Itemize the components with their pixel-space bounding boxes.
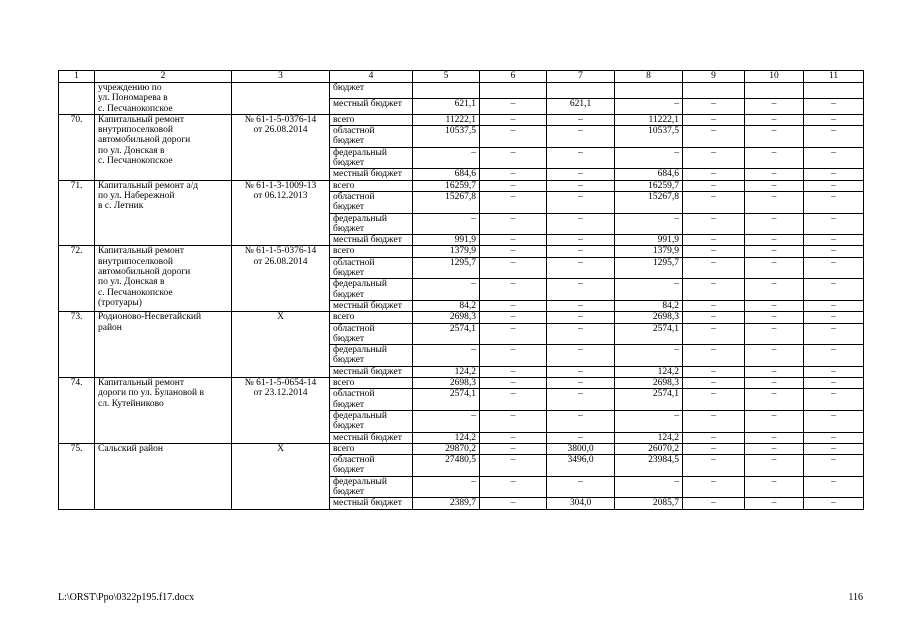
column-number: 2 bbox=[95, 71, 232, 83]
amount-cell: 2574,1 bbox=[615, 389, 683, 411]
amount-cell: – bbox=[547, 410, 615, 432]
amount-cell: – bbox=[683, 498, 745, 509]
amount-cell: – bbox=[745, 126, 804, 148]
amount-cell: – bbox=[480, 345, 547, 367]
amount-cell: – bbox=[683, 432, 745, 443]
budget-type: местный бюджет bbox=[330, 498, 413, 509]
amount-cell: – bbox=[480, 169, 547, 180]
amount-cell: 124,2 bbox=[413, 366, 480, 377]
amount-cell: – bbox=[480, 323, 547, 345]
budget-type: местный бюджет bbox=[330, 432, 413, 443]
amount-cell: – bbox=[745, 410, 804, 432]
amount-cell: – bbox=[547, 389, 615, 411]
table-row bbox=[59, 114, 864, 125]
amount-cell: 15267,8 bbox=[615, 191, 683, 213]
document-filename: L:\ORST\Ppo\0322p195.f17.docx bbox=[58, 592, 195, 603]
amount-cell: – bbox=[804, 213, 864, 235]
amount-cell: – bbox=[804, 191, 864, 213]
amount-cell: – bbox=[547, 235, 615, 246]
column-number: 5 bbox=[413, 71, 480, 83]
amount-cell: – bbox=[745, 147, 804, 169]
amount-cell: – bbox=[745, 345, 804, 367]
amount-cell: – bbox=[547, 323, 615, 345]
budget-type: местный бюджет bbox=[330, 300, 413, 311]
budget-type: областной бюджет bbox=[330, 455, 413, 477]
amount-cell: 10537,5 bbox=[413, 126, 480, 148]
amount-cell: – bbox=[683, 389, 745, 411]
amount-cell: 1295,7 bbox=[413, 257, 480, 279]
column-number: 11 bbox=[804, 71, 864, 83]
amount-cell: – bbox=[413, 476, 480, 498]
budget-type: областной бюджет bbox=[330, 126, 413, 148]
amount-cell bbox=[413, 83, 480, 99]
budget-type: областной бюджет bbox=[330, 323, 413, 345]
amount-cell: – bbox=[480, 279, 547, 301]
amount-cell: – bbox=[413, 410, 480, 432]
amount-cell: – bbox=[413, 147, 480, 169]
amount-cell: 684,6 bbox=[413, 169, 480, 180]
amount-cell: – bbox=[804, 498, 864, 509]
amount-cell: 684,6 bbox=[615, 169, 683, 180]
amount-cell: – bbox=[804, 180, 864, 191]
amount-cell: – bbox=[745, 191, 804, 213]
amount-cell: – bbox=[615, 410, 683, 432]
amount-cell: – bbox=[547, 257, 615, 279]
budget-type: местный бюджет bbox=[330, 169, 413, 180]
amount-cell: 2574,1 bbox=[413, 323, 480, 345]
amount-cell: 2574,1 bbox=[615, 323, 683, 345]
amount-cell bbox=[683, 83, 745, 99]
amount-cell: – bbox=[804, 389, 864, 411]
column-number: 6 bbox=[480, 71, 547, 83]
amount-cell: – bbox=[480, 300, 547, 311]
amount-cell: – bbox=[804, 366, 864, 377]
amount-cell: – bbox=[683, 443, 745, 454]
amount-cell: – bbox=[480, 126, 547, 148]
amount-cell: – bbox=[615, 98, 683, 114]
amount-cell: 124,2 bbox=[615, 366, 683, 377]
table-row bbox=[59, 312, 864, 323]
row-number: 73. bbox=[59, 312, 95, 378]
amount-cell: 11222,1 bbox=[413, 114, 480, 125]
amount-cell: – bbox=[745, 432, 804, 443]
amount-cell: – bbox=[804, 114, 864, 125]
row-number: 72. bbox=[59, 246, 95, 312]
amount-cell: – bbox=[683, 279, 745, 301]
amount-cell: – bbox=[745, 180, 804, 191]
amount-cell: – bbox=[480, 476, 547, 498]
budget-type: местный бюджет bbox=[330, 366, 413, 377]
amount-cell: – bbox=[413, 213, 480, 235]
amount-cell: – bbox=[683, 312, 745, 323]
amount-cell: 2698,3 bbox=[615, 378, 683, 389]
budget-type: всего bbox=[330, 312, 413, 323]
amount-cell: – bbox=[745, 323, 804, 345]
amount-cell: – bbox=[745, 235, 804, 246]
amount-cell bbox=[804, 83, 864, 99]
amount-cell: – bbox=[683, 246, 745, 257]
amount-cell: – bbox=[745, 498, 804, 509]
amount-cell: 3800,0 bbox=[547, 443, 615, 454]
amount-cell: 26070,2 bbox=[615, 443, 683, 454]
amount-cell: – bbox=[480, 235, 547, 246]
table-row bbox=[59, 378, 864, 389]
column-number: 1 bbox=[59, 71, 95, 83]
amount-cell: – bbox=[804, 279, 864, 301]
amount-cell: – bbox=[804, 443, 864, 454]
amount-cell: – bbox=[683, 213, 745, 235]
amount-cell: – bbox=[745, 476, 804, 498]
amount-cell: – bbox=[683, 300, 745, 311]
permit-number: № 61-1-5-0654-14 от 23.12.2014 bbox=[232, 378, 330, 444]
amount-cell: 304,0 bbox=[547, 498, 615, 509]
budget-type: всего bbox=[330, 246, 413, 257]
amount-cell: – bbox=[745, 389, 804, 411]
amount-cell: – bbox=[547, 114, 615, 125]
object-name: Сальский район bbox=[95, 443, 232, 509]
amount-cell: 2085,7 bbox=[615, 498, 683, 509]
budget-type: областной бюджет bbox=[330, 389, 413, 411]
amount-cell: – bbox=[480, 410, 547, 432]
amount-cell: 1379,9 bbox=[615, 246, 683, 257]
amount-cell: – bbox=[480, 443, 547, 454]
amount-cell: 29870,2 bbox=[413, 443, 480, 454]
column-number: 9 bbox=[683, 71, 745, 83]
budget-type: федеральный бюджет bbox=[330, 279, 413, 301]
table-row bbox=[59, 83, 864, 99]
amount-cell: – bbox=[480, 389, 547, 411]
amount-cell: – bbox=[804, 312, 864, 323]
table-row bbox=[59, 443, 864, 454]
amount-cell: – bbox=[683, 169, 745, 180]
amount-cell: – bbox=[615, 345, 683, 367]
permit-number bbox=[232, 83, 330, 115]
amount-cell: – bbox=[745, 366, 804, 377]
amount-cell: – bbox=[615, 213, 683, 235]
amount-cell: – bbox=[547, 312, 615, 323]
amount-cell: – bbox=[615, 147, 683, 169]
amount-cell: – bbox=[480, 246, 547, 257]
amount-cell: – bbox=[547, 169, 615, 180]
object-name: Капитальный ремонт внутрипоселковой автомобильной дороги по ул. Донская в с. Песчанокопское (тротуары) bbox=[95, 246, 232, 312]
amount-cell: – bbox=[547, 180, 615, 191]
column-number: 3 bbox=[232, 71, 330, 83]
amount-cell: – bbox=[547, 246, 615, 257]
amount-cell: – bbox=[547, 279, 615, 301]
amount-cell bbox=[547, 83, 615, 99]
budget-type: областной бюджет bbox=[330, 257, 413, 279]
budget-type: областной бюджет bbox=[330, 191, 413, 213]
amount-cell: – bbox=[683, 366, 745, 377]
amount-cell: – bbox=[683, 114, 745, 125]
budget-type: федеральный бюджет bbox=[330, 147, 413, 169]
amount-cell: – bbox=[413, 345, 480, 367]
amount-cell: 2698,3 bbox=[413, 312, 480, 323]
row-number: 70. bbox=[59, 114, 95, 180]
object-name: Капитальный ремонт дороги по ул. Булановой в сл. Кутейниково bbox=[95, 378, 232, 444]
amount-cell: – bbox=[547, 432, 615, 443]
amount-cell: – bbox=[683, 455, 745, 477]
amount-cell: – bbox=[804, 300, 864, 311]
amount-cell: – bbox=[480, 366, 547, 377]
amount-cell: – bbox=[804, 323, 864, 345]
permit-number: № 61-1-5-0376-14 от 26.08.2014 bbox=[232, 114, 330, 180]
budget-type: федеральный бюджет bbox=[330, 345, 413, 367]
amount-cell: – bbox=[683, 126, 745, 148]
amount-cell: – bbox=[480, 114, 547, 125]
amount-cell: – bbox=[547, 147, 615, 169]
page-number: 116 bbox=[848, 592, 863, 603]
amount-cell: – bbox=[804, 246, 864, 257]
amount-cell: – bbox=[413, 279, 480, 301]
amount-cell: – bbox=[804, 455, 864, 477]
amount-cell: – bbox=[547, 345, 615, 367]
amount-cell: – bbox=[745, 300, 804, 311]
amount-cell: – bbox=[804, 235, 864, 246]
budget-type: всего bbox=[330, 443, 413, 454]
budget-table bbox=[58, 70, 864, 510]
amount-cell: 621,1 bbox=[547, 98, 615, 114]
amount-cell: – bbox=[480, 98, 547, 114]
amount-cell: 16259,7 bbox=[413, 180, 480, 191]
amount-cell: – bbox=[480, 147, 547, 169]
object-name: Капитальный ремонт внутрипоселковой автомобильной дороги по ул. Донская в с. Песчанокопское bbox=[95, 114, 232, 180]
amount-cell bbox=[745, 83, 804, 99]
budget-type: бюджет bbox=[330, 83, 413, 99]
amount-cell: 3496,0 bbox=[547, 455, 615, 477]
amount-cell: 11222,1 bbox=[615, 114, 683, 125]
amount-cell: 124,2 bbox=[413, 432, 480, 443]
amount-cell: – bbox=[745, 213, 804, 235]
permit-number: Х bbox=[232, 312, 330, 378]
amount-cell: 621,1 bbox=[413, 98, 480, 114]
amount-cell: – bbox=[804, 147, 864, 169]
amount-cell: – bbox=[547, 191, 615, 213]
amount-cell: 2389,7 bbox=[413, 498, 480, 509]
amount-cell: – bbox=[683, 476, 745, 498]
amount-cell: – bbox=[745, 114, 804, 125]
budget-type: федеральный бюджет bbox=[330, 476, 413, 498]
amount-cell: – bbox=[804, 98, 864, 114]
amount-cell: – bbox=[804, 378, 864, 389]
amount-cell: 991,9 bbox=[413, 235, 480, 246]
amount-cell: – bbox=[683, 98, 745, 114]
amount-cell bbox=[480, 83, 547, 99]
amount-cell: – bbox=[745, 279, 804, 301]
object-name: Родионово-Несветайский район bbox=[95, 312, 232, 378]
amount-cell: – bbox=[804, 345, 864, 367]
budget-type: федеральный бюджет bbox=[330, 213, 413, 235]
amount-cell: 124,2 bbox=[615, 432, 683, 443]
budget-type: местный бюджет bbox=[330, 235, 413, 246]
amount-cell: – bbox=[480, 191, 547, 213]
amount-cell: 1295,7 bbox=[615, 257, 683, 279]
amount-cell: 27480,5 bbox=[413, 455, 480, 477]
amount-cell bbox=[615, 83, 683, 99]
amount-cell: – bbox=[615, 476, 683, 498]
amount-cell: – bbox=[683, 410, 745, 432]
object-name: учреждению по ул. Пономарева в с. Песчанокопское bbox=[95, 83, 232, 115]
budget-type: всего bbox=[330, 180, 413, 191]
row-number bbox=[59, 83, 95, 115]
amount-cell: – bbox=[683, 180, 745, 191]
amount-cell: – bbox=[745, 98, 804, 114]
amount-cell: 2698,3 bbox=[615, 312, 683, 323]
amount-cell: – bbox=[547, 126, 615, 148]
amount-cell: 1379,9 bbox=[413, 246, 480, 257]
amount-cell: – bbox=[745, 246, 804, 257]
row-number: 74. bbox=[59, 378, 95, 444]
amount-cell: – bbox=[745, 443, 804, 454]
amount-cell: 991,9 bbox=[615, 235, 683, 246]
amount-cell: – bbox=[683, 147, 745, 169]
amount-cell: – bbox=[683, 323, 745, 345]
amount-cell: – bbox=[804, 432, 864, 443]
amount-cell: – bbox=[480, 257, 547, 279]
amount-cell: – bbox=[615, 279, 683, 301]
amount-cell: – bbox=[804, 257, 864, 279]
amount-cell: – bbox=[745, 378, 804, 389]
amount-cell: – bbox=[683, 378, 745, 389]
amount-cell: – bbox=[683, 345, 745, 367]
amount-cell: 23984,5 bbox=[615, 455, 683, 477]
table-row bbox=[59, 180, 864, 191]
amount-cell: – bbox=[745, 169, 804, 180]
amount-cell: 10537,5 bbox=[615, 126, 683, 148]
amount-cell: – bbox=[547, 476, 615, 498]
amount-cell: – bbox=[683, 235, 745, 246]
amount-cell: – bbox=[804, 169, 864, 180]
column-number: 7 bbox=[547, 71, 615, 83]
amount-cell: – bbox=[804, 410, 864, 432]
amount-cell: 2698,3 bbox=[413, 378, 480, 389]
amount-cell: – bbox=[745, 455, 804, 477]
budget-type: федеральный бюджет bbox=[330, 410, 413, 432]
column-number: 4 bbox=[330, 71, 413, 83]
object-name: Капитальный ремонт а/д по ул. Набережной в с. Летник bbox=[95, 180, 232, 246]
amount-cell: – bbox=[480, 498, 547, 509]
amount-cell: – bbox=[480, 213, 547, 235]
amount-cell: – bbox=[480, 455, 547, 477]
row-number: 75. bbox=[59, 443, 95, 509]
permit-number: № 61-1-3-1009-13 от 06.12.2013 bbox=[232, 180, 330, 246]
amount-cell: – bbox=[547, 213, 615, 235]
amount-cell: 16259,7 bbox=[615, 180, 683, 191]
amount-cell: – bbox=[804, 126, 864, 148]
budget-type: всего bbox=[330, 114, 413, 125]
permit-number: Х bbox=[232, 443, 330, 509]
amount-cell: 84,2 bbox=[413, 300, 480, 311]
amount-cell: – bbox=[480, 312, 547, 323]
header-row bbox=[59, 71, 864, 83]
amount-cell: – bbox=[547, 300, 615, 311]
amount-cell: – bbox=[683, 257, 745, 279]
amount-cell: – bbox=[547, 366, 615, 377]
amount-cell: 15267,8 bbox=[413, 191, 480, 213]
amount-cell: – bbox=[745, 312, 804, 323]
amount-cell: 84,2 bbox=[615, 300, 683, 311]
amount-cell: – bbox=[480, 180, 547, 191]
amount-cell: – bbox=[804, 476, 864, 498]
amount-cell: – bbox=[683, 191, 745, 213]
amount-cell: – bbox=[480, 432, 547, 443]
row-number: 71. bbox=[59, 180, 95, 246]
amount-cell: – bbox=[480, 378, 547, 389]
amount-cell: 2574,1 bbox=[413, 389, 480, 411]
table-row bbox=[59, 246, 864, 257]
amount-cell: – bbox=[745, 257, 804, 279]
column-number: 10 bbox=[745, 71, 804, 83]
budget-type: местный бюджет bbox=[330, 98, 413, 114]
permit-number: № 61-1-5-0376-14 от 26.08.2014 bbox=[232, 246, 330, 312]
amount-cell: – bbox=[547, 378, 615, 389]
column-number: 8 bbox=[615, 71, 683, 83]
budget-type: всего bbox=[330, 378, 413, 389]
